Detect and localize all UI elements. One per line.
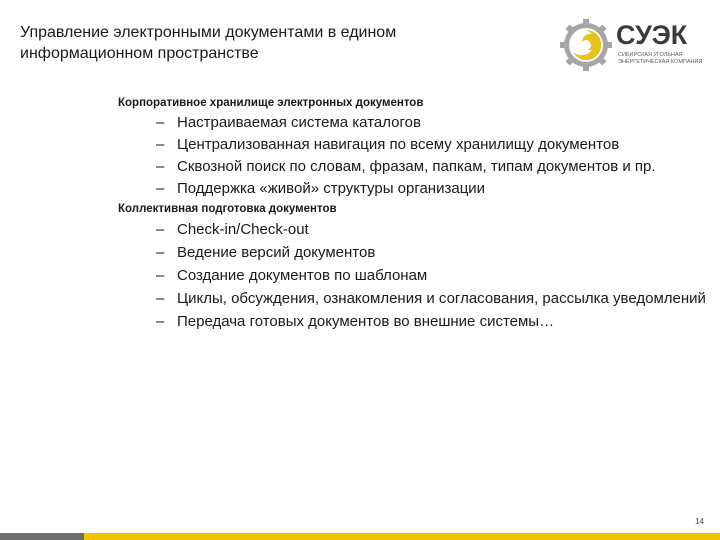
list-item: [156, 313, 708, 330]
list-item-text: Циклы, обсуждения, ознакомления и согласования, рассылка уведомлений: [177, 290, 706, 307]
list-item-text: Сквозной поиск по словам, фразам, папкам, типам документов и пр.: [177, 158, 656, 175]
list-item-text: Check-in/Check-out: [177, 221, 309, 238]
list-item: [156, 221, 708, 238]
bullet-dash: –: [156, 114, 165, 131]
logo-wordmark: СУЭК: [616, 20, 688, 50]
bullet-dash: –: [156, 158, 165, 175]
list-item: [156, 290, 708, 307]
bullet-list: [118, 114, 708, 197]
list-item-text: Ведение версий документов: [177, 244, 376, 261]
list-item: [156, 180, 708, 197]
logo-subtitle: [618, 52, 710, 66]
slide-title: Управление электронными документами в едином информационном пространстве: [20, 24, 397, 62]
list-item-text: Передача готовых документов во внешние системы…: [177, 313, 555, 330]
bullet-list: [118, 221, 708, 330]
logo-subtitle-line2: ЭНЕРГЕТИЧЕСКАЯ КОМПАНИЯ: [618, 59, 703, 65]
slide-content: [118, 96, 708, 336]
section-heading: Коллективная подготовка документов: [118, 203, 337, 215]
bullet-dash: –: [156, 313, 165, 330]
bullet-dash: –: [156, 267, 165, 284]
list-item-text: Настраиваемая система каталогов: [177, 114, 421, 131]
list-item: [156, 136, 708, 153]
bullet-dash: –: [156, 244, 165, 261]
list-item: [156, 267, 708, 284]
footer-bar: [0, 533, 720, 540]
section-collaboration: [118, 202, 708, 330]
list-item: [156, 114, 708, 131]
bullet-dash: –: [156, 136, 165, 153]
logo-subtitle-line1: СИБИРСКАЯ УГОЛЬНАЯ: [618, 52, 683, 58]
list-item: [156, 244, 708, 261]
bullet-dash: –: [156, 290, 165, 307]
suek-logo: [556, 14, 706, 78]
bullet-dash: –: [156, 221, 165, 238]
list-item-text: Поддержка «живой» структуры организации: [177, 180, 486, 197]
section-storage: [118, 96, 708, 197]
page-number: 14: [695, 517, 704, 526]
list-item: [156, 158, 708, 175]
section-heading: Корпоративное хранилище электронных документов: [118, 97, 424, 109]
footer-bar-yellow: [84, 533, 720, 540]
bullet-dash: –: [156, 180, 165, 197]
list-item-text: Создание документов по шаблонам: [177, 267, 428, 284]
footer-bar-gray: [0, 533, 84, 540]
list-item-text: Централизованная навигация по всему хранилищу документов: [177, 136, 620, 153]
gear-logo-icon: [556, 14, 616, 74]
